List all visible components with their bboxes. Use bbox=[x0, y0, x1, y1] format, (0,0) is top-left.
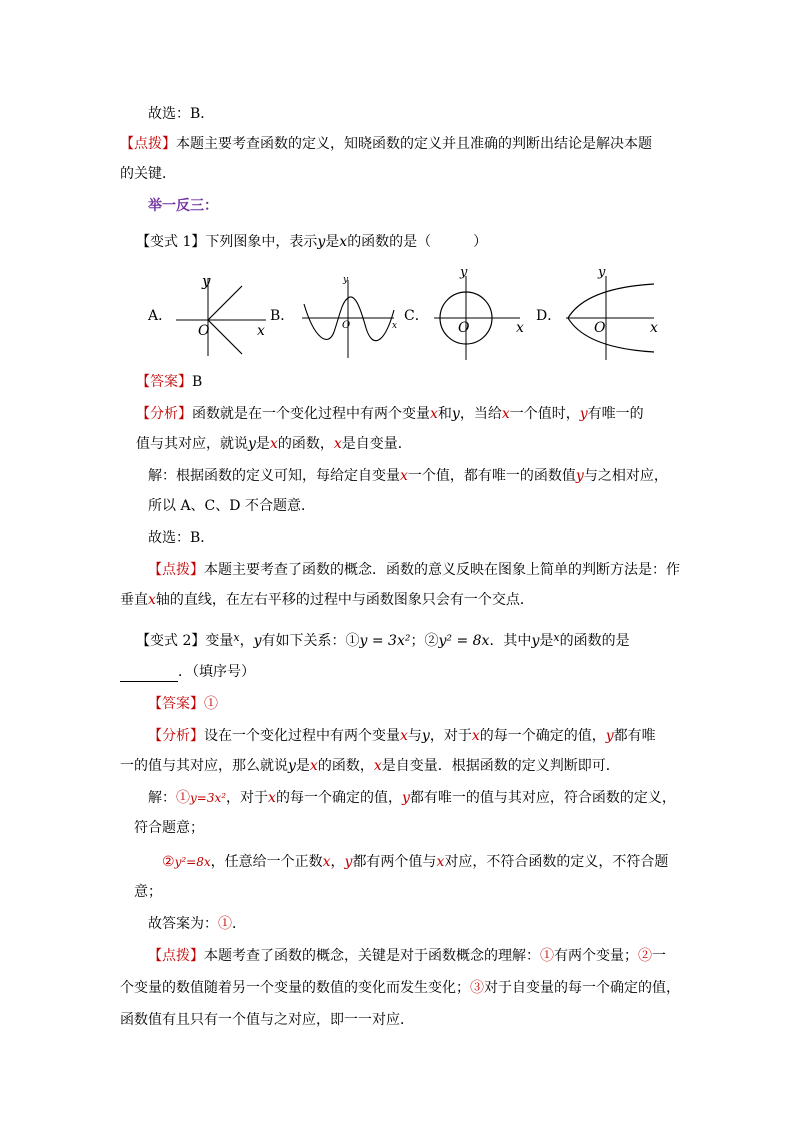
text: 函数就是在一个变化过程中有两个变量 bbox=[192, 406, 430, 422]
q2-solution1-line1 bbox=[148, 788, 676, 808]
text: ，对于 bbox=[226, 790, 269, 806]
text: ，任意给一个正数 bbox=[210, 854, 323, 870]
q2-solution2-line2: 意； bbox=[134, 884, 162, 900]
tip-label: 【点拨】 bbox=[148, 948, 204, 964]
q2-analysis-line2 bbox=[120, 756, 620, 776]
circle-2: ② bbox=[424, 633, 439, 649]
graph-a-ray-down bbox=[208, 320, 242, 354]
var-x: x bbox=[373, 758, 382, 774]
var-y: y bbox=[253, 633, 262, 649]
circle-1: ① bbox=[345, 633, 360, 649]
graph-d bbox=[560, 266, 664, 362]
var-x: x bbox=[233, 631, 240, 644]
var-x: x bbox=[269, 436, 278, 452]
q1-stem-b: 是 bbox=[325, 234, 340, 250]
top-tip-line1 bbox=[120, 134, 652, 154]
graph-a-x-label: x bbox=[257, 323, 265, 339]
var-x: x bbox=[553, 631, 560, 644]
text: 解： bbox=[148, 790, 176, 806]
graph-b-x-label: x bbox=[392, 321, 398, 331]
q2-tip-line3: 函数值有且只有一个值与之对应，即一一对应． bbox=[120, 1012, 414, 1028]
text: ， bbox=[239, 633, 254, 649]
q1-analysis-line1 bbox=[136, 404, 644, 424]
text: 的函数的是 bbox=[559, 633, 630, 649]
answer-value: ① bbox=[204, 696, 218, 712]
var-x: x bbox=[430, 406, 438, 422]
text: 个变量的数值随着另一个变量的数值的变化而发生变化； bbox=[120, 980, 470, 996]
q1-solution-line2: 所以 A、C、D 不合题意． bbox=[148, 498, 315, 514]
equation-1: y = 3x² bbox=[359, 633, 411, 649]
q1-tip-line1 bbox=[148, 560, 680, 580]
option-d-label: D． bbox=[536, 308, 562, 324]
tip-text: 本题主要考查函数的定义，知晓函数的定义并且准确的判断出结论是解决本题 bbox=[176, 136, 652, 152]
text: 与之相对应， bbox=[583, 468, 668, 484]
equation-2: y² = 8x bbox=[438, 633, 490, 649]
text: 是 bbox=[295, 758, 310, 774]
var-x: x bbox=[268, 790, 276, 806]
text: ， bbox=[330, 854, 345, 870]
q2-label: 【变式 2】 bbox=[136, 633, 206, 649]
answer-label: 【答案】 bbox=[148, 696, 204, 712]
text: 是 bbox=[255, 436, 270, 452]
q2-tip-line2 bbox=[120, 978, 680, 998]
circle-3: ③ bbox=[470, 980, 484, 996]
text: 是 bbox=[539, 633, 554, 649]
text: ．其中 bbox=[489, 633, 532, 649]
text: 的每一个确定的值， bbox=[479, 728, 606, 744]
text: 的函数， bbox=[277, 436, 334, 452]
top-conclusion: 故选：B． bbox=[148, 106, 215, 122]
text: 本题主要考查了函数的概念．函数的意义反映在图象上简单的判断方法是：作 bbox=[204, 562, 680, 578]
text: 一 bbox=[652, 948, 666, 964]
var-x: x bbox=[400, 468, 408, 484]
q1-label: 【变式 1】 bbox=[136, 234, 206, 250]
text: 对于自变量的每一个确定的值， bbox=[484, 980, 680, 996]
text: 解：根据函数的定义可知，每给定自变量 bbox=[148, 468, 400, 484]
graph-b-curve bbox=[304, 297, 394, 341]
text: ，对于 bbox=[429, 728, 472, 744]
graph-a-ray-up bbox=[208, 286, 242, 320]
text: 是自变量． bbox=[341, 436, 412, 452]
text: 都有两个值与 bbox=[352, 854, 437, 870]
text: 的每一个确定的值， bbox=[275, 790, 402, 806]
text: 轴的直线，在左右平移的过程中与函数图象只会有一个交点． bbox=[155, 592, 534, 608]
graph-d-y-label: y bbox=[598, 265, 606, 280]
circle-1: ① bbox=[176, 790, 190, 806]
var-x: x bbox=[400, 728, 408, 744]
var-y: y bbox=[421, 728, 430, 744]
text: 和 bbox=[437, 406, 452, 422]
text: 本题考查了函数的概念，关键是对于函数概念的理解： bbox=[204, 948, 540, 964]
var-y: y bbox=[344, 854, 353, 870]
text: 都有唯一的值与其对应，符合函数的定义， bbox=[409, 790, 676, 806]
option-b-label: B． bbox=[270, 308, 295, 324]
answer-blank[interactable] bbox=[120, 667, 178, 682]
text: 的函数， bbox=[317, 758, 374, 774]
var-x: x bbox=[148, 592, 156, 608]
graph-a-origin: O bbox=[198, 323, 210, 339]
circle-1: ① bbox=[540, 948, 554, 964]
graph-b bbox=[298, 268, 402, 360]
text: 有唯一的 bbox=[587, 406, 644, 422]
circle-1: ① bbox=[218, 916, 232, 932]
text: ，当给 bbox=[459, 406, 502, 422]
text: ； bbox=[410, 633, 425, 649]
text: 一个值，都有唯一的函数值 bbox=[407, 468, 576, 484]
var-y: y bbox=[248, 436, 256, 452]
graph-c bbox=[432, 266, 528, 362]
var-y: y bbox=[575, 468, 584, 484]
graph-c-x-label: x bbox=[516, 320, 524, 336]
graph-b-origin: O bbox=[342, 320, 351, 331]
graph-c-origin: O bbox=[458, 320, 470, 336]
q1-solution-line1 bbox=[148, 466, 668, 486]
graph-d-origin: O bbox=[594, 320, 606, 336]
q1-conclusion: 故选：B． bbox=[148, 530, 215, 546]
answer-value: B bbox=[192, 374, 203, 390]
q1-analysis-line2 bbox=[136, 434, 412, 454]
text: 对应，不符合函数的定义，不符合题 bbox=[444, 854, 669, 870]
option-a-label: A． bbox=[148, 308, 173, 324]
q2-conclusion bbox=[148, 914, 246, 934]
tip-label: 【点拨】 bbox=[120, 136, 176, 152]
q1-stem bbox=[136, 232, 487, 252]
text: 故答案为： bbox=[148, 916, 218, 932]
var-y: y bbox=[317, 234, 326, 250]
var-y: y bbox=[401, 790, 410, 806]
text: 都有唯 bbox=[613, 728, 656, 744]
graph-a bbox=[170, 268, 270, 360]
text: 一的值与其对应，那么就说 bbox=[120, 758, 288, 774]
text: 设在一个变化过程中有两个变量 bbox=[204, 728, 400, 744]
analysis-label: 【分析】 bbox=[136, 406, 192, 422]
var-x: x bbox=[339, 234, 348, 250]
var-y: y bbox=[579, 406, 588, 422]
graph-b-y-label: y bbox=[343, 275, 349, 285]
option-c-label: C． bbox=[404, 308, 429, 324]
answer-label: 【答案】 bbox=[136, 374, 192, 390]
graph-a-y-label: y bbox=[202, 272, 211, 290]
var-x: x bbox=[501, 406, 510, 422]
tip-label: 【点拨】 bbox=[148, 562, 204, 578]
text: ． bbox=[232, 916, 246, 932]
text: 值与其对应，就说 bbox=[136, 436, 248, 452]
section-title: 举一反三： bbox=[148, 198, 218, 214]
text: 有如下关系： bbox=[261, 633, 346, 649]
var-x: x bbox=[322, 854, 331, 870]
q1-tip-line2 bbox=[120, 590, 534, 610]
var-x: x bbox=[333, 436, 342, 452]
analysis-label: 【分析】 bbox=[148, 728, 204, 744]
var-x: x bbox=[471, 728, 480, 744]
var-x: x bbox=[436, 854, 445, 870]
circle-2: ② bbox=[638, 948, 652, 964]
text: 垂直 bbox=[120, 592, 148, 608]
equation-2: y²=8x bbox=[174, 855, 211, 869]
q2-analysis-line1 bbox=[148, 726, 656, 746]
q2-answer bbox=[148, 694, 218, 714]
q2-stem-line2 bbox=[120, 662, 255, 682]
var-y: y bbox=[288, 758, 296, 774]
var-y: y bbox=[531, 633, 540, 649]
text: ．（填序号） bbox=[178, 664, 255, 680]
top-tip-line2: 的关键． bbox=[120, 166, 176, 182]
text: 一个值时， bbox=[509, 406, 580, 422]
q2-tip-line1 bbox=[148, 946, 666, 966]
var-y: y bbox=[451, 406, 460, 422]
text: 有两个变量； bbox=[554, 948, 638, 964]
text: 变量 bbox=[205, 633, 234, 649]
var-y: y bbox=[605, 728, 614, 744]
text: 是自变量．根据函数的定义判断即可． bbox=[381, 758, 620, 774]
graph-c-y-label: y bbox=[460, 265, 468, 280]
graph-d-x-label: x bbox=[650, 320, 658, 336]
q2-solution1-line2: 符合题意； bbox=[134, 820, 204, 836]
text: 与 bbox=[407, 728, 422, 744]
q2-solution2-line1 bbox=[162, 852, 668, 872]
circle-2: ② bbox=[162, 854, 175, 870]
q1-stem-a: 下列图象中，表示 bbox=[205, 234, 318, 250]
q2-stem-line1 bbox=[136, 628, 630, 651]
equation-1: y=3x² bbox=[190, 791, 227, 805]
q1-answer bbox=[136, 372, 202, 392]
q1-stem-c: 的函数的是（ ） bbox=[347, 234, 488, 250]
var-x: x bbox=[309, 758, 318, 774]
